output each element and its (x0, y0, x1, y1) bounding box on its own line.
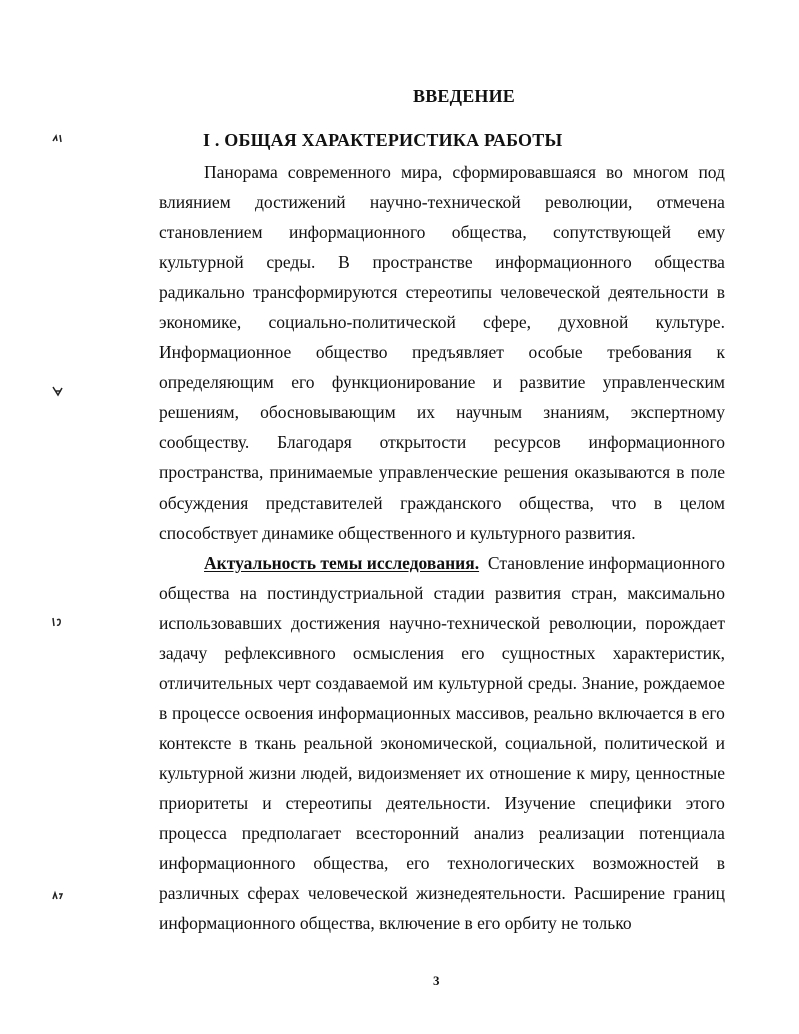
word: сущностных (501, 642, 596, 663)
text-line (159, 818, 725, 848)
word: информационного (495, 252, 632, 273)
word: границ (673, 883, 725, 904)
word: общества (654, 252, 725, 273)
text-line (159, 337, 725, 367)
word: знаниям, (543, 402, 610, 423)
word: черт (277, 672, 311, 693)
word: социально-политической (268, 312, 456, 333)
text-line (159, 457, 725, 487)
text-line (159, 758, 725, 788)
text-line (159, 788, 725, 818)
word: видоизменяет (357, 762, 461, 783)
word: отмечена (656, 192, 725, 213)
text-line (159, 247, 725, 277)
word: экспертному (630, 402, 725, 423)
word: управленческим (602, 372, 725, 393)
word: во (606, 162, 623, 182)
word: научно-технической (389, 612, 541, 633)
word: человеческой (307, 883, 408, 904)
word: общества, (519, 492, 594, 513)
paragraph-relevance-first-line (159, 548, 725, 578)
word: к (716, 342, 725, 363)
word: его (406, 853, 430, 874)
word: в (653, 492, 663, 513)
word: требования (607, 342, 692, 363)
text-line (159, 187, 725, 217)
word: сопутствующей (553, 222, 672, 243)
word: ткань (255, 732, 297, 753)
text-line: способствует динамике общественного и культурного развития. (159, 522, 636, 543)
word: использовавших (159, 612, 282, 633)
word: современного (287, 162, 391, 182)
word: революции, (549, 612, 637, 633)
word: социальной, (504, 732, 597, 753)
word: ему (697, 222, 725, 243)
word: их (416, 402, 435, 423)
word: в (159, 702, 168, 723)
word: целом (679, 492, 725, 513)
margin-scan-mark (50, 616, 66, 628)
word: жизни (248, 762, 296, 783)
word: информационного (588, 432, 725, 453)
word: общества, (313, 853, 389, 874)
text-line (159, 698, 725, 728)
word: реальной (303, 732, 373, 753)
word: становлением (159, 222, 263, 243)
word: миру, (590, 762, 631, 783)
word: решения (503, 462, 569, 483)
text-line (159, 668, 725, 698)
word: в (239, 732, 248, 753)
word: освоения (244, 702, 314, 723)
word: мира, (400, 162, 443, 182)
word: особые (528, 342, 583, 363)
word: всесторонний (355, 823, 460, 844)
text-line (159, 367, 725, 397)
word: деятельности (608, 282, 709, 303)
page-number: 3 (433, 973, 440, 988)
word: экономике, (159, 312, 242, 333)
document-title: ВВЕДЕНИЕ (413, 86, 516, 106)
word: им (412, 672, 434, 693)
text-line (159, 578, 725, 608)
word: людей, (301, 762, 353, 783)
word: революции, (544, 192, 633, 213)
word: сфере, (483, 312, 531, 333)
word: решениям, (159, 402, 239, 423)
word: духовной (558, 312, 629, 333)
paragraph-relevance (159, 578, 725, 939)
word: специфики (589, 792, 672, 813)
word: научно-технической (369, 192, 521, 213)
word: его (461, 642, 485, 663)
word: к (576, 762, 585, 783)
word: развитие (519, 372, 586, 393)
word: в (688, 702, 697, 723)
text-line (159, 397, 725, 427)
word: В (338, 252, 350, 273)
word: культурной (159, 762, 244, 783)
word: культуре. (655, 312, 725, 333)
word: и (715, 732, 725, 753)
body-text (159, 157, 725, 938)
word: процессе (172, 702, 240, 723)
margin-scan-mark (50, 889, 66, 901)
word: различных (159, 883, 240, 904)
word: деятельности. (385, 792, 491, 813)
word: Изучение (504, 792, 576, 813)
word: процесса (159, 823, 227, 844)
word: приоритеты (159, 792, 249, 813)
margin-scan-mark (50, 385, 66, 397)
paragraph-overview (159, 157, 725, 548)
word: потенциала (639, 823, 725, 844)
word: культурной (438, 672, 523, 693)
word: его (291, 372, 315, 393)
word: создаваемой (315, 672, 409, 693)
word: Расширение (573, 883, 666, 904)
word: оказываются (574, 462, 671, 483)
section-heading: I . ОБЩАЯ ХАРАКТЕРИСТИКА РАБОТЫ (203, 130, 563, 150)
word: определяющим (159, 372, 274, 393)
word: и (492, 372, 503, 393)
word: достижения (290, 612, 381, 633)
word: отношение (489, 762, 572, 783)
word: информационного (159, 853, 296, 874)
word: обсуждения (159, 492, 249, 513)
word: осмысления (353, 642, 444, 663)
word: сформировавшаяся (452, 162, 596, 182)
word: Панорама (204, 162, 278, 182)
word: влиянием (159, 192, 231, 213)
word: предполагает (241, 823, 342, 844)
word: открытости (379, 432, 467, 453)
word: стереотипы (405, 282, 492, 303)
word: стран, (571, 582, 618, 603)
word: стереотипы (285, 792, 372, 813)
word: его (701, 702, 725, 723)
word: функционирование (331, 372, 476, 393)
word: реализации (538, 823, 625, 844)
word: Знание, (581, 672, 639, 693)
word: максимально (627, 582, 725, 603)
word: включается (597, 702, 684, 723)
word: стадии (433, 582, 485, 603)
word: реально (533, 702, 594, 723)
text-line: информационного общества, включение в его орбиту не только (159, 913, 632, 934)
word: порождает (645, 612, 725, 633)
word: рождаемое (643, 672, 725, 693)
word: общества (159, 582, 230, 603)
word: многом (632, 162, 689, 182)
text-line (159, 427, 725, 457)
word: радикально (159, 282, 245, 303)
word: достижений (255, 192, 346, 213)
text-line (159, 488, 725, 518)
word: сообществу. (159, 432, 250, 453)
word: культурной (159, 252, 244, 273)
text-line (159, 878, 725, 908)
word: возможностей (592, 853, 699, 874)
word: информационных (318, 702, 451, 723)
word: в (676, 462, 685, 483)
text-line (159, 848, 725, 878)
word: на (239, 582, 257, 603)
word: их (465, 762, 484, 783)
word: контексте (159, 732, 232, 753)
word: среды. (266, 252, 316, 273)
word: принимаемые (269, 462, 373, 483)
text-line (159, 157, 725, 187)
word: предъявляет (412, 342, 504, 363)
word: развития (494, 582, 561, 603)
word: характеристик, (612, 642, 725, 663)
word: ресурсов (493, 432, 561, 453)
word: Информационное (159, 342, 292, 363)
text-line (159, 608, 725, 638)
relevance-first-line-rest: Становление информационного (487, 552, 725, 573)
word: ценностные (635, 762, 725, 783)
text-line (159, 277, 725, 307)
word: рефлексивного (224, 642, 336, 663)
word: представителей (265, 492, 383, 513)
word: пространстве (372, 252, 473, 273)
word: жизнедеятельности. (415, 883, 566, 904)
word: экономической, (380, 732, 498, 753)
word: политической (604, 732, 708, 753)
word: научным (456, 402, 523, 423)
word: массивов, (455, 702, 529, 723)
word: в (716, 853, 725, 874)
word: гражданского (400, 492, 502, 513)
text-line (159, 217, 725, 247)
word: под (698, 162, 725, 182)
word: пространства, (159, 462, 264, 483)
margin-scan-mark (50, 132, 66, 144)
word: управленческие (378, 462, 498, 483)
text-line (159, 638, 725, 668)
word: трансформируются (252, 282, 398, 303)
word: сферах (247, 883, 300, 904)
word: задачу (159, 642, 208, 663)
word: постиндустриальной (267, 582, 424, 603)
word: анализ (473, 823, 524, 844)
word: обосновывающим (260, 402, 396, 423)
word: что (611, 492, 637, 513)
text-line (159, 307, 725, 337)
word: этого (685, 792, 725, 813)
word: технологических (447, 853, 575, 874)
word: среды. (527, 672, 577, 693)
word: общество (315, 342, 388, 363)
text-line (159, 728, 725, 758)
word: поле (690, 462, 725, 483)
word: и (262, 792, 272, 813)
relevance-heading: Актуальность темы исследования. (204, 552, 480, 573)
word: в (716, 282, 725, 303)
word: человеческой (500, 282, 601, 303)
word: информационного (288, 222, 426, 243)
word: Благодаря (277, 432, 352, 453)
word: общества, (451, 222, 527, 243)
word: отличительных (159, 672, 273, 693)
